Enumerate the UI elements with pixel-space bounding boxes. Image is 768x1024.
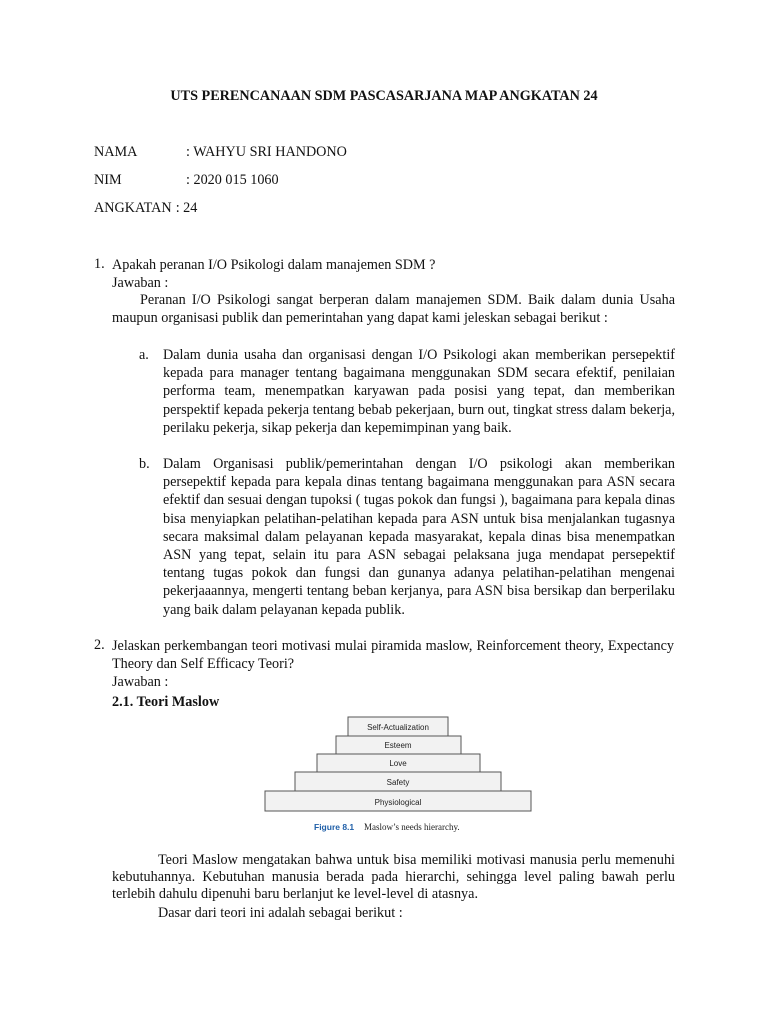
info-label: NAMA: [94, 144, 138, 160]
info-label: ANGKATAN: [94, 200, 172, 216]
document-title: UTS PERENCANAAN SDM PASCASARJANA MAP ANGKATAN 24: [170, 88, 598, 104]
list-marker: b.: [139, 456, 150, 472]
figure-caption-label: Figure 8.1: [314, 822, 355, 832]
pyramid-label: Self-Actualization: [367, 723, 429, 732]
info-row-angkatan: [94, 200, 197, 217]
pyramid-label: Esteem: [384, 741, 412, 750]
answer-label: Jawaban :: [112, 275, 169, 292]
pyramid-label: Safety: [386, 778, 410, 787]
maslow-pyramid: [262, 708, 534, 836]
question-number: 1.: [94, 256, 105, 272]
list-item: [139, 455, 675, 619]
figure-caption-text: Maslow’s needs hierarchy.: [364, 822, 460, 832]
pyramid-label: Physiological: [374, 798, 422, 807]
list-item-text: Dalam dunia usaha dan organisasi dengan I/O Psikologi akan memberikan persepektif kepada para manager tentang bagaimana menggunakan SDM secara efektif, penilaian performa team, menempatkan karyawan pada posisi yang tepat, dan memberikan perspektif kepada pekerja tentang bebab pekerjaan, burn out, tingkat stress dalam bekerja, perilaku pekerja, sikap pekerja dan kepemimpinan yang baik.: [163, 347, 675, 436]
maslow-paragraph: Teori Maslow mengatakan bahwa untuk bisa memiliki motivasi manusia perlu memenuhi kebutuhannya. Kebutuhan manusia berada pada hierarchi, sehingga level paling bawah perlu terlebih dahulu dipenuhi baru berlanjut ke level-level di atasnya.: [112, 852, 675, 902]
question-text: Apakah peranan I/O Psikologi dalam manajemen SDM ?: [112, 257, 436, 273]
question-2: [94, 637, 674, 711]
question-number: 2.: [94, 637, 105, 653]
info-row-nama: [94, 144, 347, 161]
info-label: NIM: [94, 172, 122, 188]
info-row-nim: [94, 172, 279, 189]
basis-paragraph: Dasar dari teori ini adalah sebagai berikut :: [158, 905, 403, 921]
list-marker: a.: [139, 347, 149, 363]
info-value: : 24: [175, 200, 198, 216]
q1-intro-paragraph: Peranan I/O Psikologi sangat berperan dalam manajemen SDM. Baik dalam dunia Usaha maupun organisasi publik dan pemerintahan yang dapat kami jeleskan sebagai berikut :: [112, 292, 675, 327]
question-1: [94, 256, 674, 292]
info-value: : 2020 015 1060: [186, 172, 279, 188]
list-item: [139, 346, 675, 437]
info-value: : WAHYU SRI HANDONO: [186, 144, 347, 160]
question-text: Jelaskan perkembangan teori motivasi mulai piramida maslow, Reinforcement theory, Expectancy Theory dan Self Efficacy Teori?: [112, 638, 674, 673]
pyramid-label: Love: [389, 759, 407, 768]
answer-label: Jawaban :: [112, 674, 169, 691]
section-heading: 2.1. Teori Maslow: [112, 693, 220, 710]
list-item-text: Dalam Organisasi publik/pemerintahan dengan I/O psikologi akan memberikan persepektif kepada para kepala dinas tentang bagaimana menggunakan para ASN secara efektif dan sesuai dengan tupoksi ( tugas pokok dan fungsi ), bagaimana para kepala dinas bisa menyiapkan pelatihan-pelatihan kepada para ASN untuk bisa menjalankan tugasnya secara maksimal dalam pelayanan kepada masyarakat, kepala dinas bisa menempatkan ASN yang tepat, selain itu para ASN sebagai pelaksana juga mendapat persepektif tentang tugas pokok dan fungsi dan gunanya adanya pelatihan-pelatihan mengenai pekerjaaannya, mengerti tentang beban kerjanya, para ASN bisa bersikap dan berperilaku yang baik dalam pelayanan kepada publik.: [163, 456, 675, 618]
maslow-figure: [262, 708, 534, 836]
